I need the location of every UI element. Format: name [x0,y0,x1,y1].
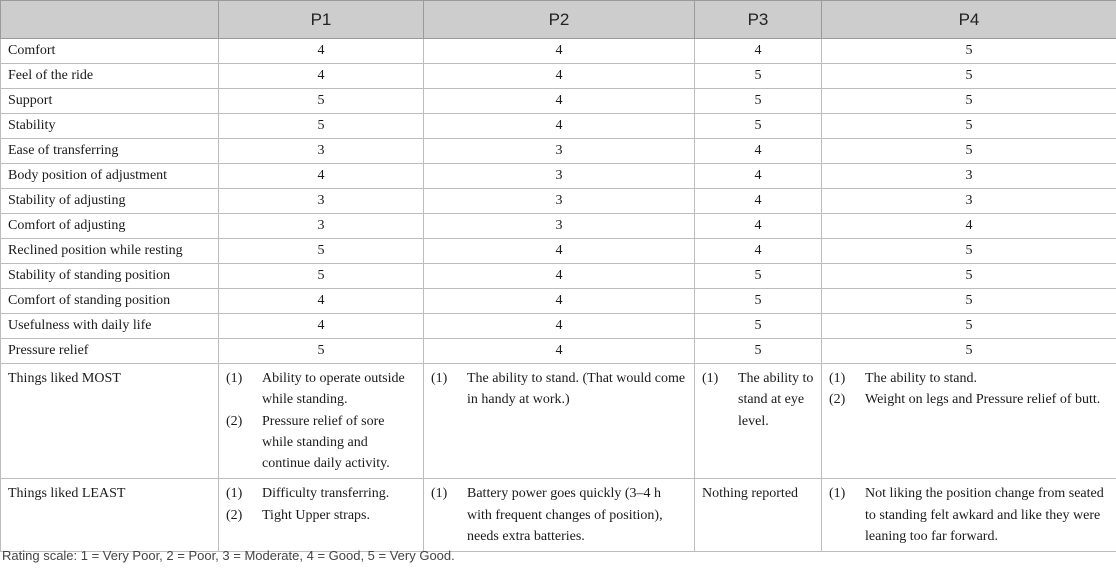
item-text: The ability to stand. (That would come in handy at work.) [467,371,686,408]
item-number: (1) [226,371,243,386]
rating-row [1,314,1116,339]
rating-cell-p2: 4 [424,314,695,339]
item-number: (1) [829,486,846,502]
liked-most-p1 [219,364,424,479]
rating-cell-p3: 4 [695,39,822,64]
rating-cell-p2: 3 [424,189,695,214]
rating-cell-p2: 4 [424,39,695,64]
item-number: (2) [829,392,846,408]
item-list [702,368,814,432]
row-label: Pressure relief [1,339,219,364]
rating-row [1,139,1116,164]
rating-cell-p4: 5 [822,314,1116,339]
rating-cell-p3: 5 [695,89,822,114]
list-item [829,389,1109,410]
item-number: (1) [431,371,448,386]
liked-most-p3 [695,364,822,479]
rating-cell-p3: 4 [695,164,822,189]
rating-row [1,289,1116,314]
header-p3: P3 [695,1,822,39]
row-label: Reclined position while resting [1,239,219,264]
rating-cell-p3: 5 [695,289,822,314]
list-item [226,505,416,526]
rating-cell-p1: 4 [219,289,424,314]
rating-row [1,114,1116,139]
rating-cell-p3: 4 [695,139,822,164]
row-label: Body position of adjustment [1,164,219,189]
rating-row [1,89,1116,114]
rating-row [1,264,1116,289]
item-text: The ability to stand at eye level. [738,371,814,429]
list-item [829,368,1109,389]
rating-scale-footnote: Rating scale: 1 = Very Poor, 2 = Poor, 3 = Moderate, 4 = Good, 5 = Very Good. [2,548,455,563]
liked-most-p2 [424,364,695,479]
item-list [226,368,416,474]
rating-cell-p1: 4 [219,64,424,89]
liked-least-p3: Nothing reported [695,479,822,552]
rating-cell-p1: 3 [219,189,424,214]
header-p2: P2 [424,1,695,39]
rating-cell-p3: 5 [695,264,822,289]
rating-cell-p2: 3 [424,139,695,164]
rating-cell-p4: 5 [822,239,1116,264]
rating-cell-p3: 4 [695,239,822,264]
rating-cell-p2: 4 [424,289,695,314]
row-label: Feel of the ride [1,64,219,89]
rating-cell-p1: 5 [219,339,424,364]
rating-row [1,239,1116,264]
item-number: (1) [226,486,243,502]
rating-cell-p4: 3 [822,189,1116,214]
rating-row [1,164,1116,189]
rating-cell-p1: 5 [219,114,424,139]
rating-cell-p1: 3 [219,214,424,239]
item-text: Ability to operate outside while standing. [262,371,405,408]
rating-cell-p4: 5 [822,264,1116,289]
list-item [431,483,687,547]
rating-cell-p1: 5 [219,239,424,264]
item-text: Not liking the position change from seated to standing felt awkard and like they were leaning too far forward. [865,486,1104,545]
rating-row [1,214,1116,239]
item-list [431,368,687,411]
liked-most-p4 [822,364,1116,479]
rating-cell-p4: 5 [822,114,1116,139]
item-text: Weight on legs and Pressure relief of butt. [865,392,1101,408]
header-row [1,1,1116,39]
item-number: (1) [702,371,719,386]
rating-cell-p2: 4 [424,239,695,264]
rating-cell-p4: 3 [822,164,1116,189]
row-label: Things liked LEAST [1,479,219,552]
row-label: Stability of standing position [1,264,219,289]
item-text: Tight Upper straps. [262,507,370,523]
row-label: Things liked MOST [1,364,219,479]
item-text: The ability to stand. [865,371,977,386]
liked-least-p2 [424,479,695,552]
list-item [226,411,416,475]
rating-row [1,64,1116,89]
item-list [829,368,1109,411]
row-label: Usefulness with daily life [1,314,219,339]
rating-cell-p4: 5 [822,64,1116,89]
rating-row [1,39,1116,64]
list-item [431,368,687,411]
rating-cell-p3: 5 [695,339,822,364]
item-text: Difficulty transferring. [262,486,390,502]
rating-cell-p3: 5 [695,114,822,139]
liked-least-p1 [219,479,424,552]
rating-row [1,189,1116,214]
rating-cell-p2: 4 [424,264,695,289]
row-label: Comfort of standing position [1,289,219,314]
list-item [829,483,1109,547]
rating-cell-p1: 5 [219,264,424,289]
row-label: Support [1,89,219,114]
rating-cell-p4: 5 [822,39,1116,64]
rating-row [1,339,1116,364]
rating-cell-p1: 5 [219,89,424,114]
rating-cell-p3: 5 [695,314,822,339]
rating-cell-p4: 5 [822,89,1116,114]
row-label: Stability [1,114,219,139]
list-item [702,368,814,432]
rating-cell-p4: 5 [822,339,1116,364]
item-list [431,483,687,547]
item-number: (1) [431,486,448,502]
item-number: (2) [226,507,243,523]
item-text: Pressure relief of sore while standing and continue daily activity. [262,413,390,472]
header-p1: P1 [219,1,424,39]
row-label: Comfort of adjusting [1,214,219,239]
item-number: (2) [226,413,243,429]
rating-cell-p2: 4 [424,114,695,139]
rating-cell-p2: 3 [424,164,695,189]
list-item [226,368,416,411]
item-number: (1) [829,371,846,386]
liked-least-p4 [822,479,1116,552]
rating-cell-p2: 4 [424,64,695,89]
item-list [829,483,1109,547]
row-label: Comfort [1,39,219,64]
rating-cell-p2: 4 [424,339,695,364]
rating-cell-p1: 4 [219,39,424,64]
rating-cell-p2: 4 [424,89,695,114]
rating-cell-p3: 4 [695,214,822,239]
rating-cell-p1: 4 [219,164,424,189]
rating-cell-p3: 4 [695,189,822,214]
row-label: Stability of adjusting [1,189,219,214]
rating-cell-p4: 4 [822,214,1116,239]
rating-cell-p3: 5 [695,64,822,89]
item-list [226,483,416,526]
rating-cell-p4: 5 [822,289,1116,314]
item-text: Battery power goes quickly (3–4 h with frequent changes of position), needs extra batteries. [467,486,663,545]
rating-cell-p4: 5 [822,139,1116,164]
header-corner [1,1,219,39]
rating-cell-p2: 3 [424,214,695,239]
row-label: Ease of transferring [1,139,219,164]
header-p4: P4 [822,1,1116,39]
liked-least-row [1,479,1116,552]
rating-cell-p1: 3 [219,139,424,164]
liked-most-row [1,364,1116,479]
rating-cell-p1: 4 [219,314,424,339]
list-item [226,483,416,504]
